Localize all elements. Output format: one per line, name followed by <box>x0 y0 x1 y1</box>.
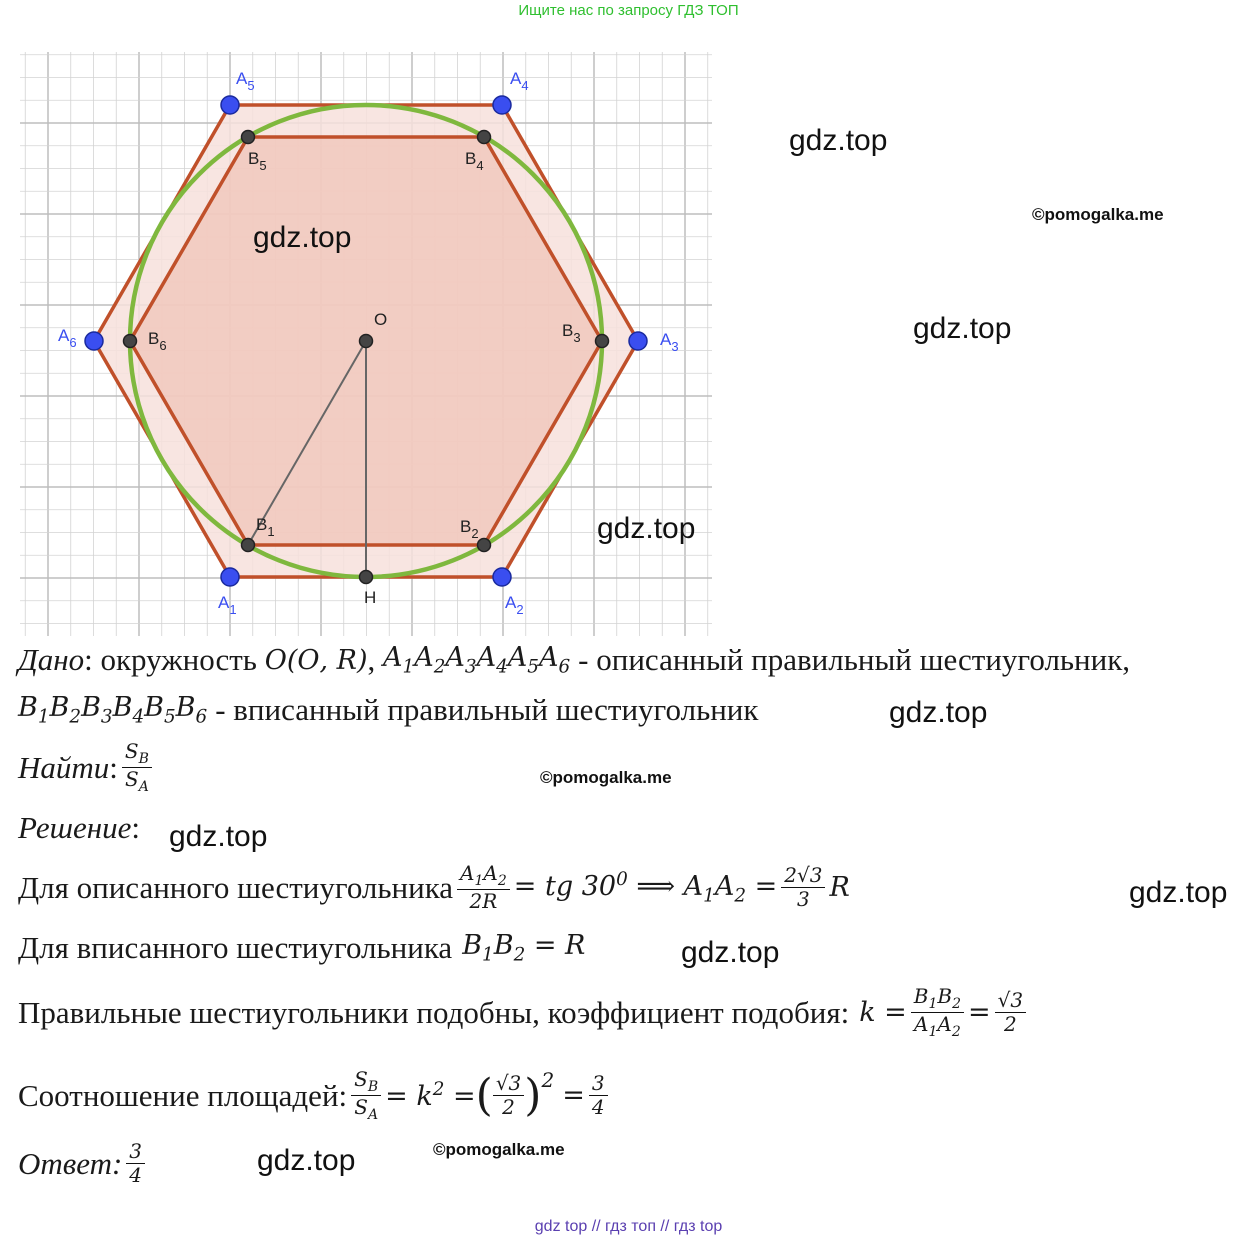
label-A6: $A_6$ <box>58 326 77 350</box>
label-O: O <box>374 310 388 329</box>
label-B6: $B_6$ <box>148 329 167 353</box>
point-A1[interactable] <box>221 568 239 586</box>
inner-hexagon-name: 𝐵$_1$𝐵$_2$𝐵$_3$𝐵$_4$𝐵$_5$𝐵$_6$ <box>18 692 208 728</box>
watermark-pomogalka: ©pomogalka.me <box>540 768 672 787</box>
point-A4[interactable] <box>493 96 511 114</box>
footer-links[interactable]: gdz top // гдз топ // гдз top <box>534 1218 723 1235</box>
find-colon: : <box>109 749 118 785</box>
step1-fraction: $\frac{𝐴_1𝐴_2}{\text{2𝑅}}$ <box>457 862 510 913</box>
step4-k-fraction: $\frac{√3}{2}$ <box>493 1072 524 1119</box>
step1-eq: = 𝑡𝑔 $30^0$ ⟹ 𝐴$_1$𝐴$_2$ = <box>513 868 778 907</box>
given-inner-text: - вписанный правильный шестиугольник <box>215 692 759 727</box>
watermark-gdz: gdz.top <box>889 696 988 729</box>
find-label: Найти <box>18 749 110 785</box>
point-B6[interactable] <box>124 335 137 348</box>
point-A6[interactable] <box>85 332 103 350</box>
step3-text: Правильные шестиугольники подобны, коэффициент подобия: <box>18 994 850 1030</box>
solution-step-4 <box>18 1068 612 1123</box>
watermark-gdz: gdz.top <box>597 512 696 545</box>
top-banner[interactable]: Ищите нас по запросу ГДЗ ТОП <box>518 2 739 19</box>
solution-step-2 <box>18 930 585 966</box>
given-label: Дано <box>18 642 85 677</box>
answer-label: Ответ: <box>18 1145 123 1181</box>
watermark-pomogalka: ©pomogalka.me <box>433 1140 565 1159</box>
step4-eq: = 𝑘$^2$ = <box>385 1079 476 1113</box>
answer-fraction: $\frac{3}{4}$ <box>126 1140 145 1187</box>
left-paren: ( <box>475 1069 493 1121</box>
step4-text: Соотношение площадей: <box>18 1077 348 1113</box>
right-paren: ) <box>524 1069 542 1121</box>
solution-line <box>18 810 140 846</box>
point-A5[interactable] <box>221 96 239 114</box>
label-B1: $B_1$ <box>256 515 275 539</box>
given-colon: : окружность <box>84 642 265 677</box>
step3-k: 𝑘 = <box>859 997 907 1029</box>
label-B4: $B_4$ <box>465 149 484 173</box>
point-H[interactable] <box>360 571 373 584</box>
label-B3: $B_3$ <box>562 321 581 345</box>
label-A5: $A_5$ <box>236 69 255 93</box>
given-line-1 <box>18 642 1130 678</box>
watermark-gdz: gdz.top <box>913 312 1012 345</box>
outer-hexagon-name: 𝐴$_1$𝐴$_2$𝐴$_3$𝐴$_4$𝐴$_5$𝐴$_6$ <box>383 642 571 678</box>
watermark-gdz: gdz.top <box>169 820 268 853</box>
solution-step-3 <box>18 985 1030 1040</box>
given-circle: 𝑂(𝑂, 𝑅) <box>264 644 368 676</box>
label-A4: $A_4$ <box>510 69 529 93</box>
label-B2: $B_2$ <box>460 517 479 541</box>
point-B1[interactable] <box>242 539 255 552</box>
watermark-gdz: gdz.top <box>1129 876 1228 909</box>
point-B4[interactable] <box>478 131 491 144</box>
label-A1: $A_1$ <box>218 593 237 617</box>
step4-result: $\frac{3}{4}$ <box>589 1072 608 1119</box>
point-O[interactable] <box>360 335 373 348</box>
watermark-gdz: gdz.top <box>253 221 352 254</box>
step2-text: Для вписанного шестиугольника <box>18 930 453 965</box>
point-A3[interactable] <box>629 332 647 350</box>
point-B5[interactable] <box>242 131 255 144</box>
point-A2[interactable] <box>493 568 511 586</box>
find-fraction: $\frac{𝑆_𝐵}{𝑆_𝐴}$ <box>122 740 152 795</box>
step3-fraction: $\frac{𝐵_1𝐵_2}{𝐴_1𝐴_2}$ <box>911 985 964 1040</box>
point-B2[interactable] <box>478 539 491 552</box>
step3-eq: = <box>968 997 991 1029</box>
step3-result: $\frac{√3}{2}$ <box>995 989 1026 1036</box>
watermark-gdz: gdz.top <box>789 124 888 157</box>
step4-eq3: = <box>562 1080 585 1112</box>
watermark-pomogalka: ©pomogalka.me <box>1032 205 1164 224</box>
watermark-gdz: gdz.top <box>257 1144 356 1177</box>
given-line-2 <box>18 692 758 728</box>
label-A3: $A_3$ <box>660 330 679 354</box>
step4-square: 2 <box>541 1068 555 1092</box>
step2-eq: 𝐵$_1$𝐵$_2$ = 𝑅 <box>462 930 586 966</box>
step1-R: 𝑅 <box>829 872 850 904</box>
step1-text: Для описанного шестиугольника <box>18 869 454 905</box>
solution-colon: : <box>131 810 140 845</box>
watermark-gdz: gdz.top <box>681 936 780 969</box>
step4-ratio: $\frac{𝑆_𝐵}{𝑆_𝐴}$ <box>351 1068 381 1123</box>
label-H: H <box>364 588 377 607</box>
solution-step-1 <box>18 862 850 913</box>
step1-result-fraction: $\frac{2√3}{3}$ <box>781 864 825 911</box>
given-comma: , <box>367 642 384 677</box>
find-line <box>18 740 156 795</box>
answer-line <box>18 1140 149 1187</box>
given-outer-text: - описанный правильный шестиугольник, <box>578 642 1131 677</box>
label-A2: $A_2$ <box>505 593 524 617</box>
point-B3[interactable] <box>596 335 609 348</box>
solution-label: Решение <box>18 810 132 845</box>
label-B5: $B_5$ <box>248 149 267 173</box>
